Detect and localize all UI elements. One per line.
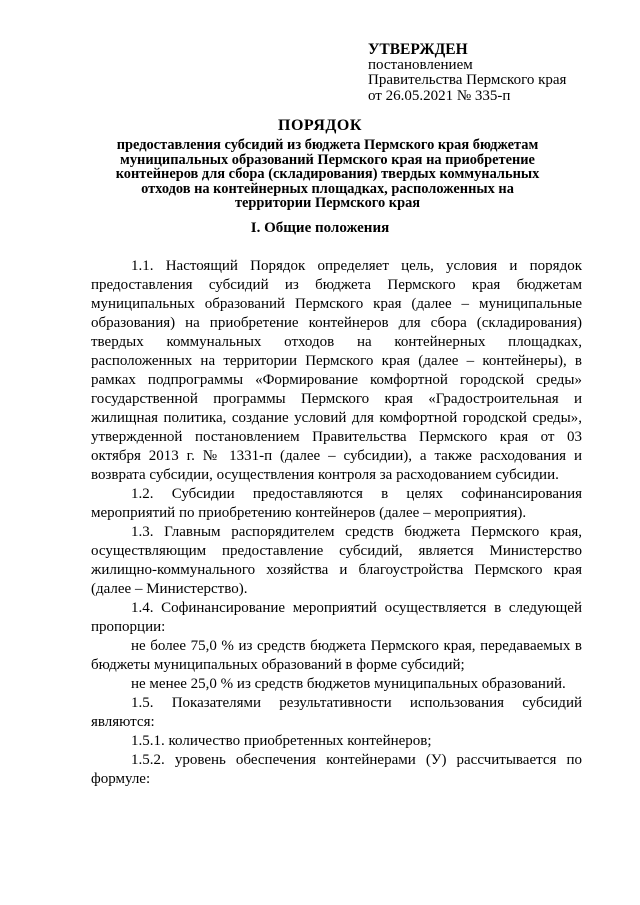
approval-line-2: Правительства Пермского края — [368, 72, 567, 88]
approval-title: УТВЕРЖДЕН — [368, 41, 468, 58]
document-title: ПОРЯДОК — [278, 117, 362, 134]
paragraph-1-3: 1.3. Главным распорядителем средств бюджета Пермского края, осуществляющим предоставление субсидий, является Министерство жилищно-коммунального хозяйства и благоустройства Пермского края (далее – Министерство). — [91, 524, 582, 597]
paragraph-1-5: 1.5. Показателями результативности использования субсидий являются: — [91, 695, 582, 730]
approval-line-3: от 26.05.2021 № 335-п — [368, 87, 511, 104]
paragraph-1-5-2: 1.5.2. уровень обеспечения контейнерами (У) рассчитывается по формуле: — [91, 752, 582, 787]
document-body — [91, 257, 582, 789]
approval-stamp — [368, 42, 618, 104]
paragraph-1-4-regional-share: не более 75,0 % из средств бюджета Пермского края, передаваемых в бюджеты муниципальных образований в форме субсидий; — [91, 638, 582, 673]
document-subtitle: предоставления субсидий из бюджета Пермского края бюджетам муниципальных образований Пермского края на приобретение контейнеров для сбора (складирования) твердых коммунальных отходов на контейнерных площадках, расположенных на территории Пермского края — [115, 137, 540, 211]
paragraph-1-5-1: 1.5.1. количество приобретенных контейнеров; — [131, 733, 432, 749]
approval-line-1: постановлением — [368, 56, 473, 73]
paragraph-1-4-municipal-share: не менее 25,0 % из средств бюджетов муниципальных образований. — [131, 676, 566, 692]
paragraph-1-4: 1.4. Софинансирование мероприятий осуществляется в следующей пропорции: — [91, 600, 582, 635]
paragraph-1-1: 1.1. Настоящий Порядок определяет цель, условия и порядок предоставления субсидий из бюджета Пермского края бюджетам муниципальных образований Пермского края (далее – муниципальные образования) на приобретение контейнеров для сбора (складирования) твердых коммунальных отходов на контейнерных площадках, расположенных на территории Пермского края (далее – контейнеры), в рамках подпрограммы «Формирование комфортной городской среды» государственной программы Пермского края «Градостроительная и жилищная политика, создание условий для комфортной городской среды», утвержденной постановлением Правительства Пермского края от 03 октября 2013 г. № 1331-п (далее – субсидии), а также расходования и возврата субсидии, осуществления контроля за расходованием субсидии. — [91, 258, 582, 483]
paragraph-1-2: 1.2. Субсидии предоставляются в целях софинансирования мероприятий по приобретению контейнеров (далее – мероприятия). — [91, 486, 582, 521]
section-title: I. Общие положения — [250, 220, 390, 236]
